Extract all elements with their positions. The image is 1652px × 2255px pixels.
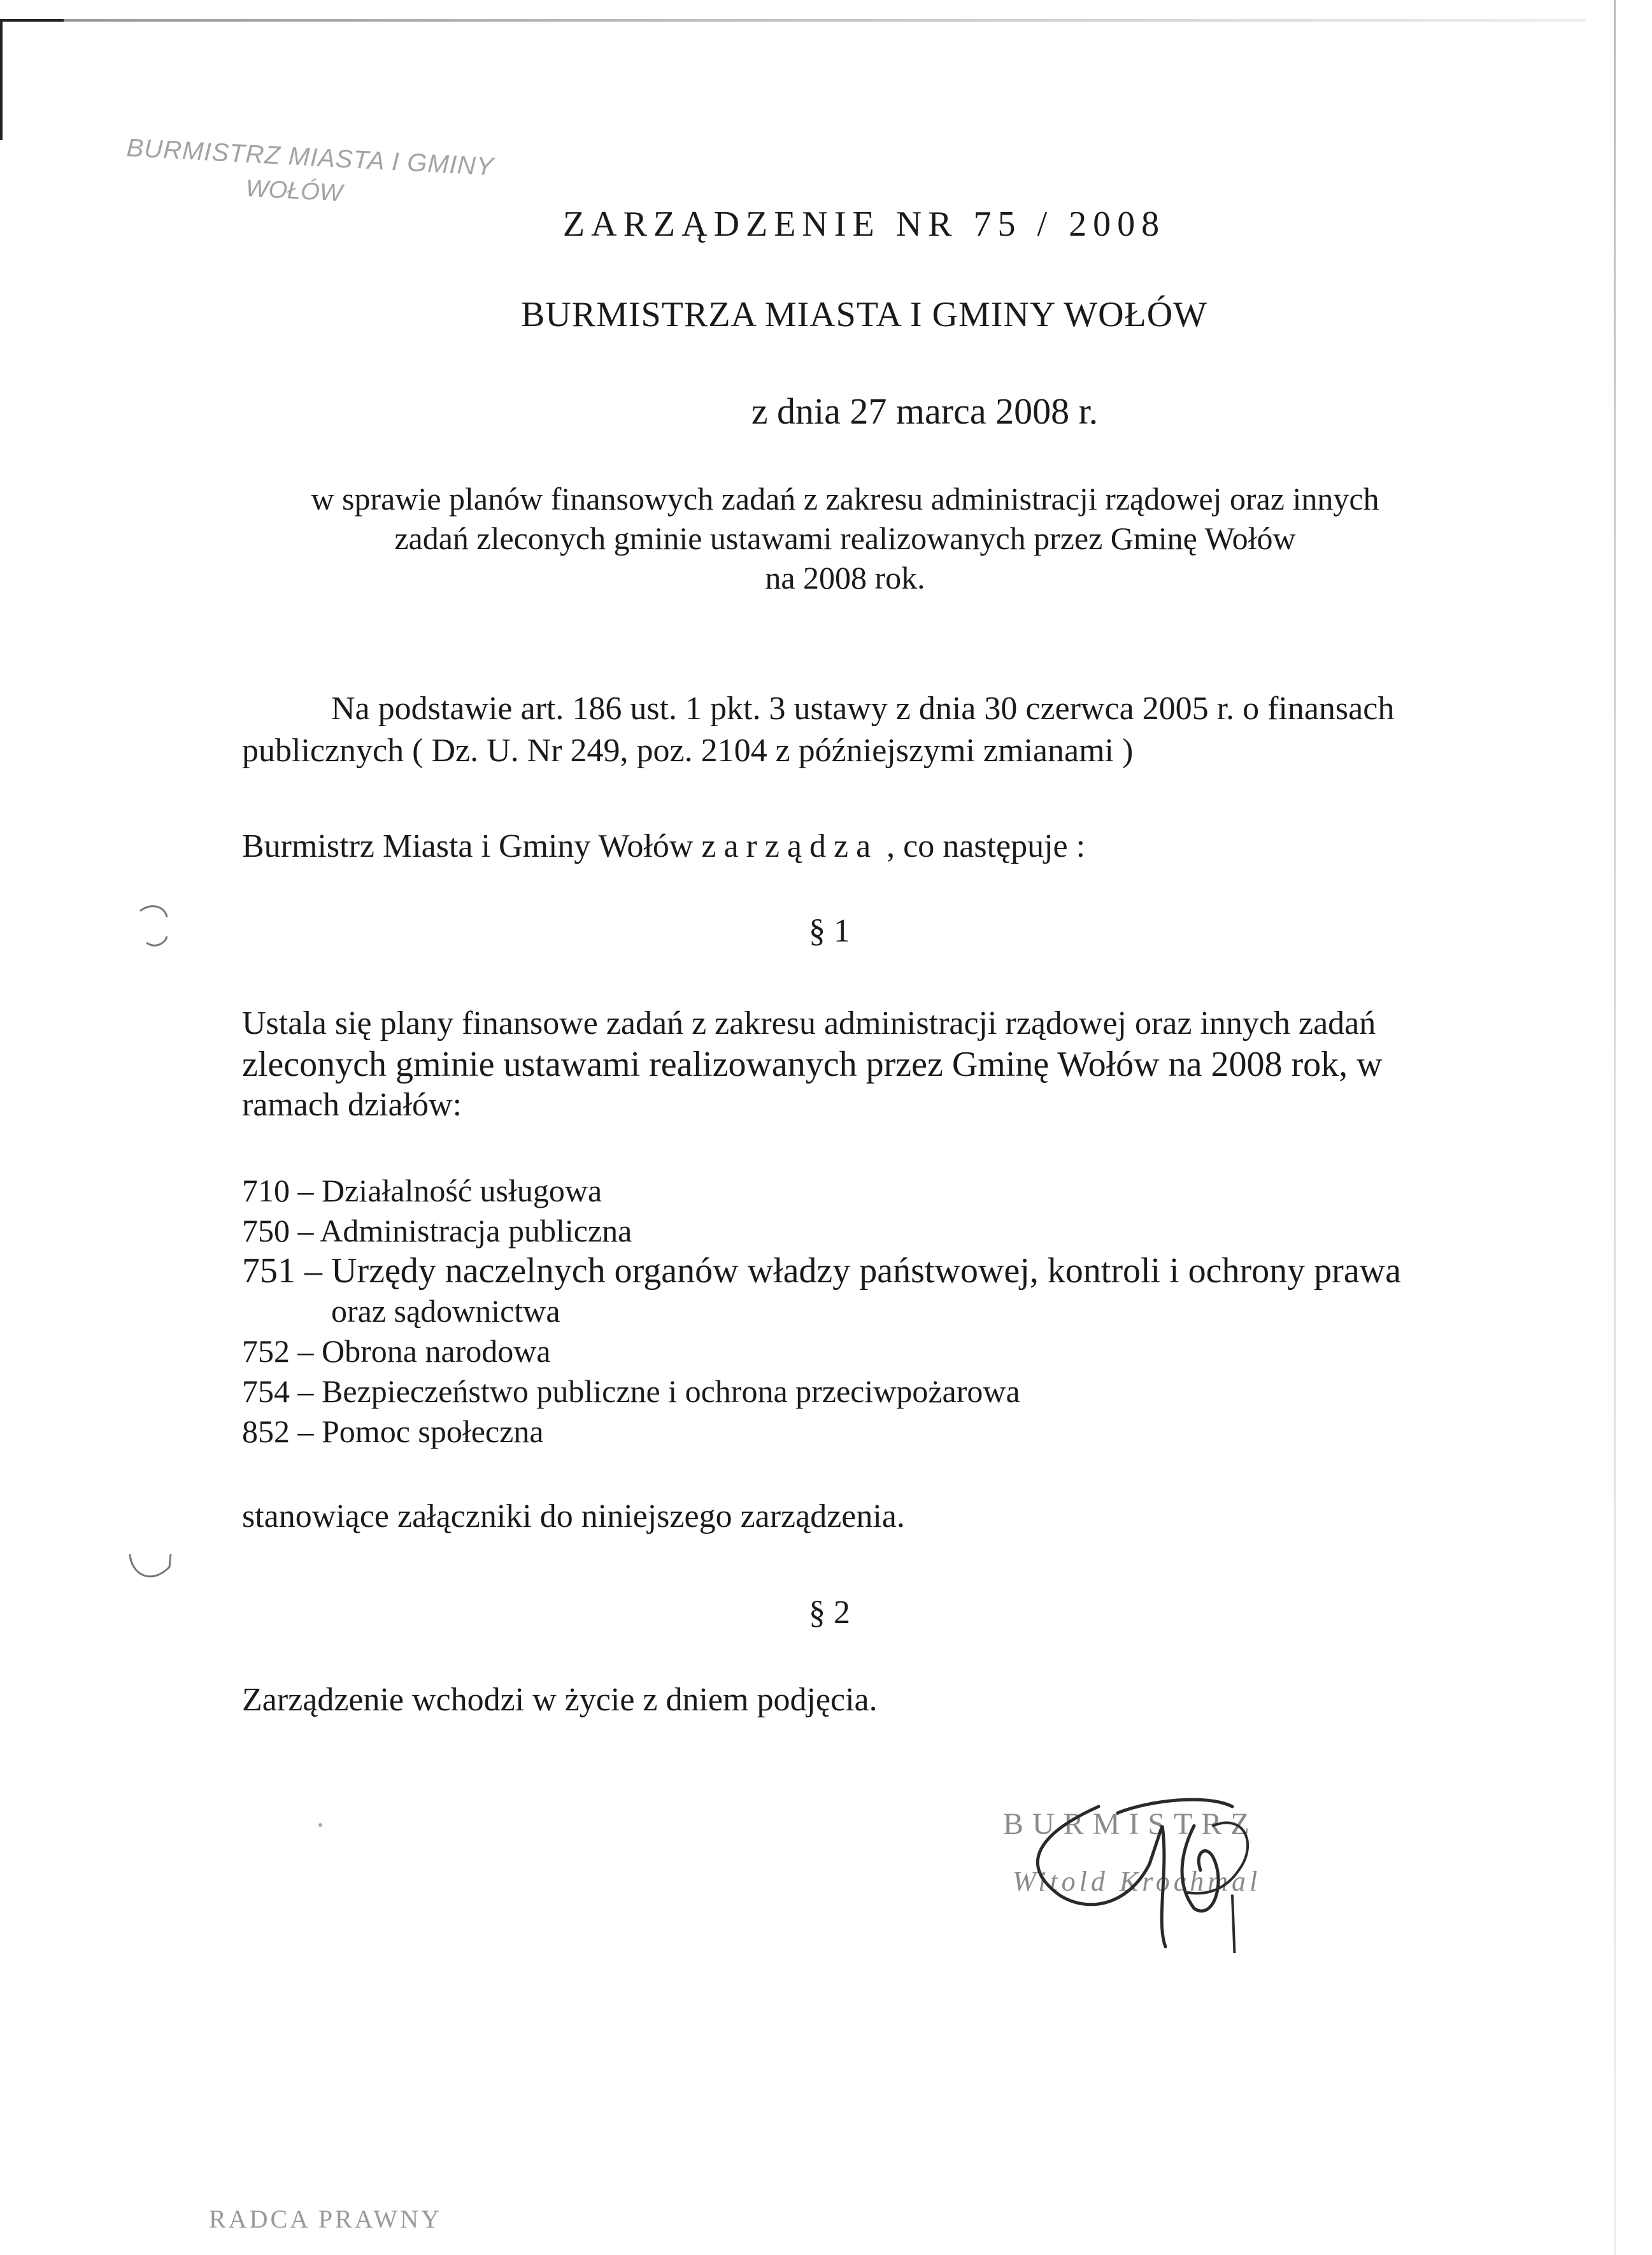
- budget-sections-list: [242, 1171, 1401, 1452]
- punch-hole-mark: [127, 898, 172, 956]
- section-label: Administracja publiczna: [320, 1213, 632, 1249]
- legal-basis-line: Na podstawie art. 186 ust. 1 pkt. 3 ustawy z dnia 30 czerwca 2005 r. o finansach: [331, 691, 1395, 727]
- office-stamp-line2: WOŁÓW: [245, 175, 343, 207]
- issuing-authority: BURMISTRZA MIASTA I GMINY WOŁÓW: [520, 295, 1208, 334]
- section-label: Działalność usługowa: [322, 1173, 602, 1208]
- list-item: 852 – Pomoc społeczna: [242, 1414, 544, 1449]
- subject-line: w sprawie planów finansowych zadań z zakresu administracji rządowej oraz innych: [311, 481, 1379, 517]
- handwritten-signature: [1003, 1787, 1360, 1953]
- section-code: 754: [242, 1373, 290, 1409]
- decree-verb: zarządza: [701, 828, 879, 864]
- decree-statement: [242, 826, 1085, 868]
- scan-edge-top: [0, 19, 1586, 22]
- section-1-text: [242, 1003, 1383, 1126]
- signature-role: BURMISTRZ: [1003, 1807, 1258, 1841]
- subject-line: zadań zleconych gminie ustawami realizowanych przez Gminę Wołów: [394, 520, 1296, 556]
- section-1-line: ramach działów:: [242, 1087, 462, 1123]
- annex-note: stanowiące załączniki do niniejszego zarządzenia.: [242, 1498, 905, 1535]
- section-label: Pomoc społeczna: [322, 1414, 544, 1449]
- document-subject: [0, 479, 1652, 598]
- list-item: 752 – Obrona narodowa: [242, 1333, 551, 1369]
- office-stamp-line1: BURMISTRZ MIASTA I GMINY: [125, 134, 495, 182]
- office-stamp: [124, 134, 495, 215]
- legal-basis-line: publicznych ( Dz. U. Nr 249, poz. 2104 z późniejszymi zmianami ): [242, 733, 1134, 769]
- legal-advisor-stamp: RADCA PRAWNY: [209, 2205, 442, 2233]
- decree-subject: Burmistrz Miasta i Gminy Wołów: [242, 828, 694, 864]
- list-item: 750 – Administracja publiczna: [242, 1213, 632, 1249]
- section-2-heading: § 2: [809, 1594, 850, 1631]
- signature-name: Witold Krochmal: [1013, 1866, 1262, 1897]
- section-label: Obrona narodowa: [322, 1333, 551, 1369]
- scan-edge-right: [1614, 0, 1616, 2255]
- section-code: 751: [242, 1251, 296, 1291]
- list-item: 710 – Działalność usługowa: [242, 1173, 602, 1208]
- legal-basis: [242, 688, 1394, 772]
- list-item: 754 – Bezpieczeństwo publiczne i ochrona przeciwpożarowa: [242, 1373, 1020, 1409]
- signature-block: [1003, 1807, 1360, 1934]
- section-1-line: zleconych gminie ustawami realizowanych przez Gminę Wołów na 2008 rok, w: [242, 1045, 1383, 1084]
- subject-line: na 2008 rok.: [765, 560, 925, 596]
- section-label: Urzędy naczelnych organów władzy państwowej, kontroli i ochrony prawa: [331, 1251, 1401, 1291]
- document-title: ZARZĄDZENIE NR 75 / 2008: [562, 204, 1166, 244]
- scan-speck: [318, 1823, 322, 1827]
- section-label: Bezpieczeństwo publiczne i ochrona przeciwpożarowa: [322, 1373, 1020, 1409]
- scan-edge-left: [0, 19, 3, 140]
- section-1-line: Ustala się plany finansowe zadań z zakresu administracji rządowej oraz innych zadań: [242, 1005, 1376, 1042]
- section-code: 710: [242, 1173, 290, 1208]
- section-1-heading: § 1: [809, 913, 850, 949]
- document-date: z dnia 27 marca 2008 r.: [751, 390, 1099, 432]
- section-code: 852: [242, 1414, 290, 1449]
- list-item: 751 – Urzędy naczelnych organów władzy państwowej, kontroli i ochrony prawa: [242, 1251, 1401, 1291]
- punch-hole-mark: [125, 1548, 176, 1593]
- decree-tail: , co następuje :: [887, 828, 1086, 864]
- section-2-text: Zarządzenie wchodzi w życie z dniem podjęcia.: [242, 1682, 878, 1718]
- list-item-continuation: oraz sądownictwa: [331, 1293, 560, 1329]
- section-code: 750: [242, 1213, 290, 1249]
- section-code: 752: [242, 1333, 290, 1369]
